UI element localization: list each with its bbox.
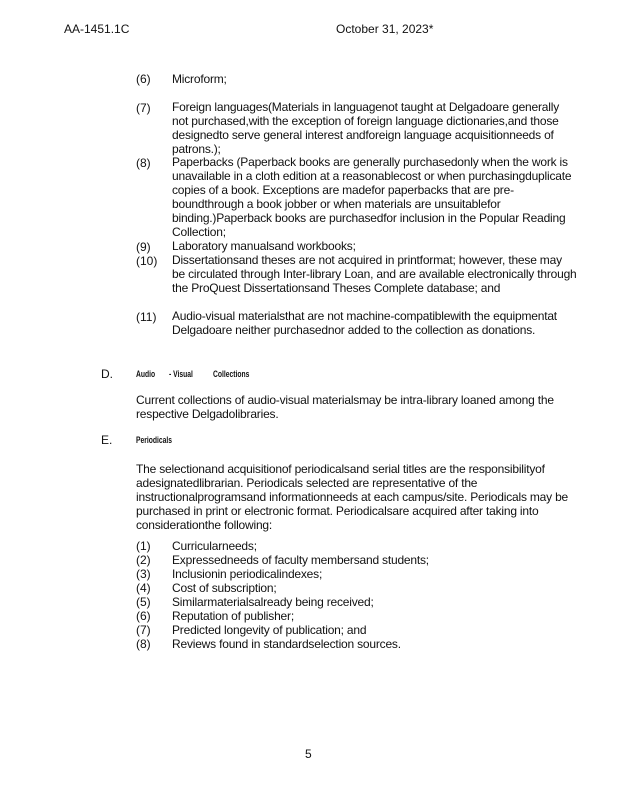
- list-item-text: Paperbacks (Paperback books are generally purchasedonly when the work is unavailable in a cloth edition at a reasonablecost or when purchasingduplicate copies of a book. Exceptions are madefor paperbacks that are pre-boundthrough a book jobber or when materials are unsuitablefor binding.)Paperback books are purchasedfor inclusion in the Popular Reading Collection;: [172, 155, 572, 239]
- page-number: 5: [305, 747, 312, 761]
- document-date: October 31, 2023*: [336, 22, 434, 36]
- list-item-number: (7): [136, 101, 151, 115]
- list-item-text: Laboratory manualsand workbooks;: [172, 239, 356, 253]
- list-item-text: Predicted longevity of publication; and: [172, 623, 367, 637]
- list-item-number: (3): [136, 567, 151, 581]
- list-item-text: Reviews found in standardselection sources.: [172, 637, 401, 651]
- list-item-text: Microform;: [172, 72, 227, 86]
- section-letter: D.: [101, 367, 113, 381]
- list-item-number: (6): [136, 72, 151, 86]
- list-item-text: Dissertationsand theses are not acquired in printformat; however, these may be circulated through Inter-library Loan, and are available electronically through the ProQuest Dissertationsand Theses Complete database; and: [172, 253, 577, 295]
- section-body: The selectionand acquisitionof periodicalsand serial titles are the responsibilityof adesignatedlibrarian. Periodicals selected are representative of the instructionalprogramsand informationneeds at each campus/site. Periodicals may be purchased in print or electronic format. Periodicalsare acquired after taking into considerationthe following:: [136, 462, 569, 532]
- list-item-number: (10): [136, 254, 158, 268]
- list-item-text: Curricularneeds;: [172, 539, 257, 553]
- list-item-text: Reputation of publisher;: [172, 609, 294, 623]
- document-id: AA-1451.1C: [64, 22, 130, 36]
- list-item-text: Inclusionin periodicalindexes;: [172, 567, 323, 581]
- list-item-number: (4): [136, 581, 151, 595]
- section-letter: E.: [101, 433, 113, 447]
- list-item-number: (5): [136, 595, 151, 609]
- list-item-number: (6): [136, 609, 151, 623]
- section-title: Collections: [213, 369, 250, 379]
- list-item-number: (11): [136, 310, 157, 324]
- section-title: - Visual: [169, 369, 193, 379]
- list-item-text: Audio-visual materialsthat are not machine-compatiblewith the equipmentat Delgadoare neither purchasednor added to the collection as donations.: [172, 309, 557, 337]
- list-item-number: (1): [136, 539, 151, 553]
- section-title: Periodicals: [136, 435, 173, 445]
- list-item-number: (7): [136, 623, 151, 637]
- list-item-number: (2): [136, 553, 151, 567]
- list-item-text: Expressedneeds of faculty membersand students;: [172, 553, 429, 567]
- list-item-text: Similarmaterialsalready being received;: [172, 595, 374, 609]
- list-item-number: (9): [136, 240, 151, 254]
- list-item-number: (8): [136, 156, 151, 170]
- list-item-text: Cost of subscription;: [172, 581, 277, 595]
- list-item-text: Foreign languages(Materials in languagenot taught at Delgadoare generally not purchased,with the exception of foreign language dictionaries,and those designedto serve general interest andforeign language acquisitionneeds of patrons.);: [172, 100, 560, 156]
- section-title: Audio: [136, 369, 156, 379]
- section-body: Current collections of audio-visual materialsmay be intra-library loaned among the respective Delgadolibraries.: [136, 393, 554, 421]
- list-item-number: (8): [136, 637, 151, 651]
